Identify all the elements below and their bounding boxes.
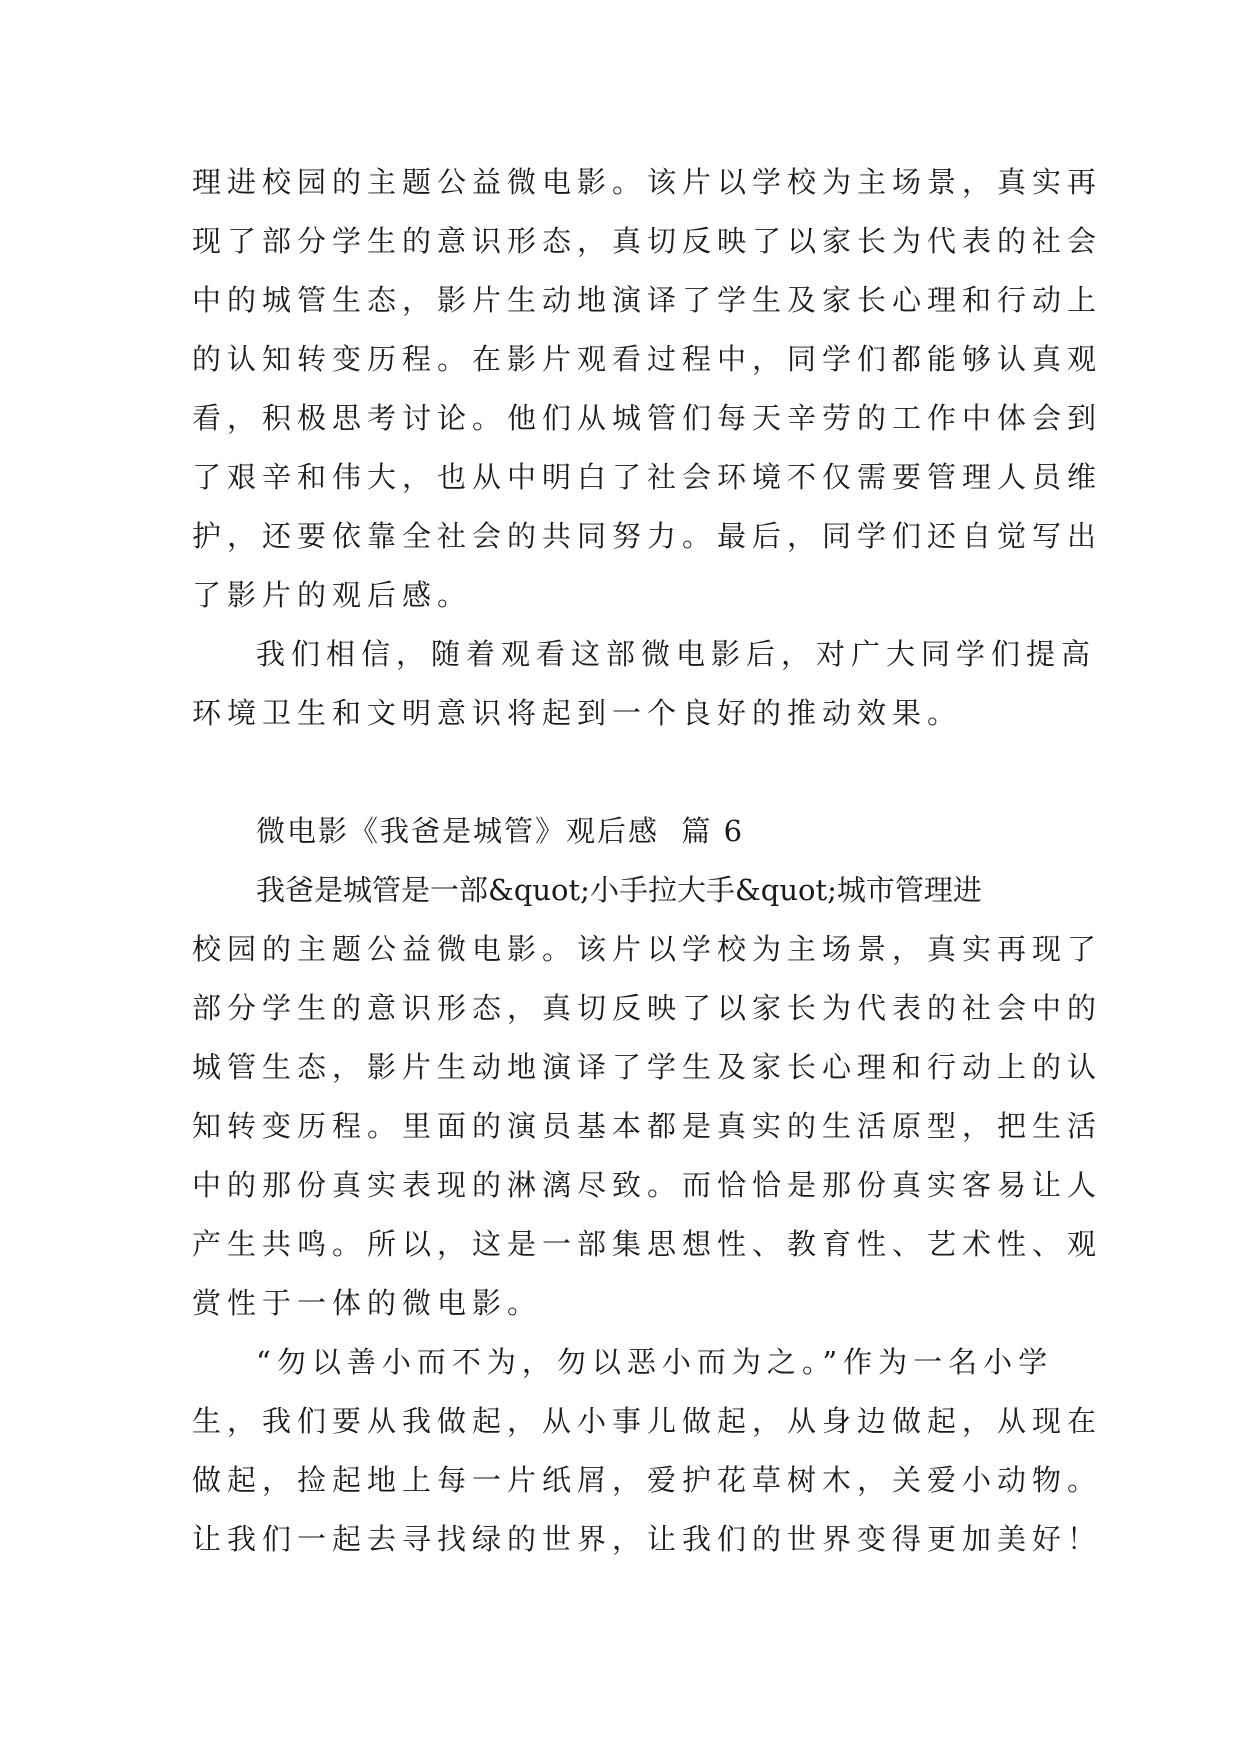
text-line: 赏性于一体的微电影。 xyxy=(192,1286,543,1320)
text-line: 了影片的观后感。 xyxy=(192,578,473,612)
text-line: 做起，捡起地上每一片纸屑，爱护花草树木，关爱小动物。 xyxy=(192,1463,1103,1497)
paragraph-1 xyxy=(192,153,1103,625)
paragraph-3 xyxy=(192,861,1103,1333)
text-line: 产生共鸣。所以，这是一部集思想性、教育性、艺术性、观 xyxy=(192,1227,1103,1261)
paragraph-4 xyxy=(192,1333,1103,1569)
text-line: 环境卫生和文明意识将起到一个良好的推动效果。 xyxy=(192,696,963,730)
section-heading: 微电影《我爸是城管》观后感 篇 6 xyxy=(256,814,745,848)
text-line: 了艰辛和伟大，也从中明白了社会环境不仅需要管理人员维 xyxy=(192,460,1103,494)
document-body xyxy=(192,153,1103,1569)
section-spacer xyxy=(192,743,1062,802)
text-line: “勿以善小而不为，勿以恶小而为之。”作为一名小学 xyxy=(256,1345,1054,1379)
text-line: 城管生态，影片生动地演译了学生及家长心理和行动上的认 xyxy=(192,1050,1103,1084)
text-line: 生，我们要从我做起，从小事儿做起，从身边做起，从现在 xyxy=(192,1404,1103,1438)
text-line: 我们相信，随着观看这部微电影后，对广大同学们提高 xyxy=(256,637,1097,671)
text-line: 的认知转变历程。在影片观看过程中，同学们都能够认真观 xyxy=(192,342,1103,376)
text-line: 知转变历程。里面的演员基本都是真实的生活原型，把生活 xyxy=(192,1109,1103,1143)
text-line: 校园的主题公益微电影。该片以学校为主场景，真实再现了 xyxy=(192,932,1103,966)
text-line: 护，还要依靠全社会的共同努力。最后，同学们还自觉写出 xyxy=(192,519,1103,553)
text-line: 部分学生的意识形态，真切反映了以家长为代表的社会中的 xyxy=(192,991,1103,1025)
text-line: 让我们一起去寻找绿的世界，让我们的世界变得更加美好！ xyxy=(192,1522,1103,1556)
text-line: 理进校园的主题公益微电影。该片以学校为主场景，真实再 xyxy=(192,165,1103,199)
text-line: 看，积极思考讨论。他们从城管们每天辛劳的工作中体会到 xyxy=(192,401,1103,435)
text-line: 现了部分学生的意识形态，真切反映了以家长为代表的社会 xyxy=(192,224,1103,258)
paragraph-2 xyxy=(192,625,1097,743)
text-line: 中的那份真实表现的淋漓尽致。而恰恰是那份真实客易让人 xyxy=(192,1168,1103,1202)
text-line: 中的城管生态，影片生动地演译了学生及家长心理和行动上 xyxy=(192,283,1103,317)
text-line: 我爸是城管是一部&quot;小手拉大手&quot;城市管理进 xyxy=(256,873,982,907)
